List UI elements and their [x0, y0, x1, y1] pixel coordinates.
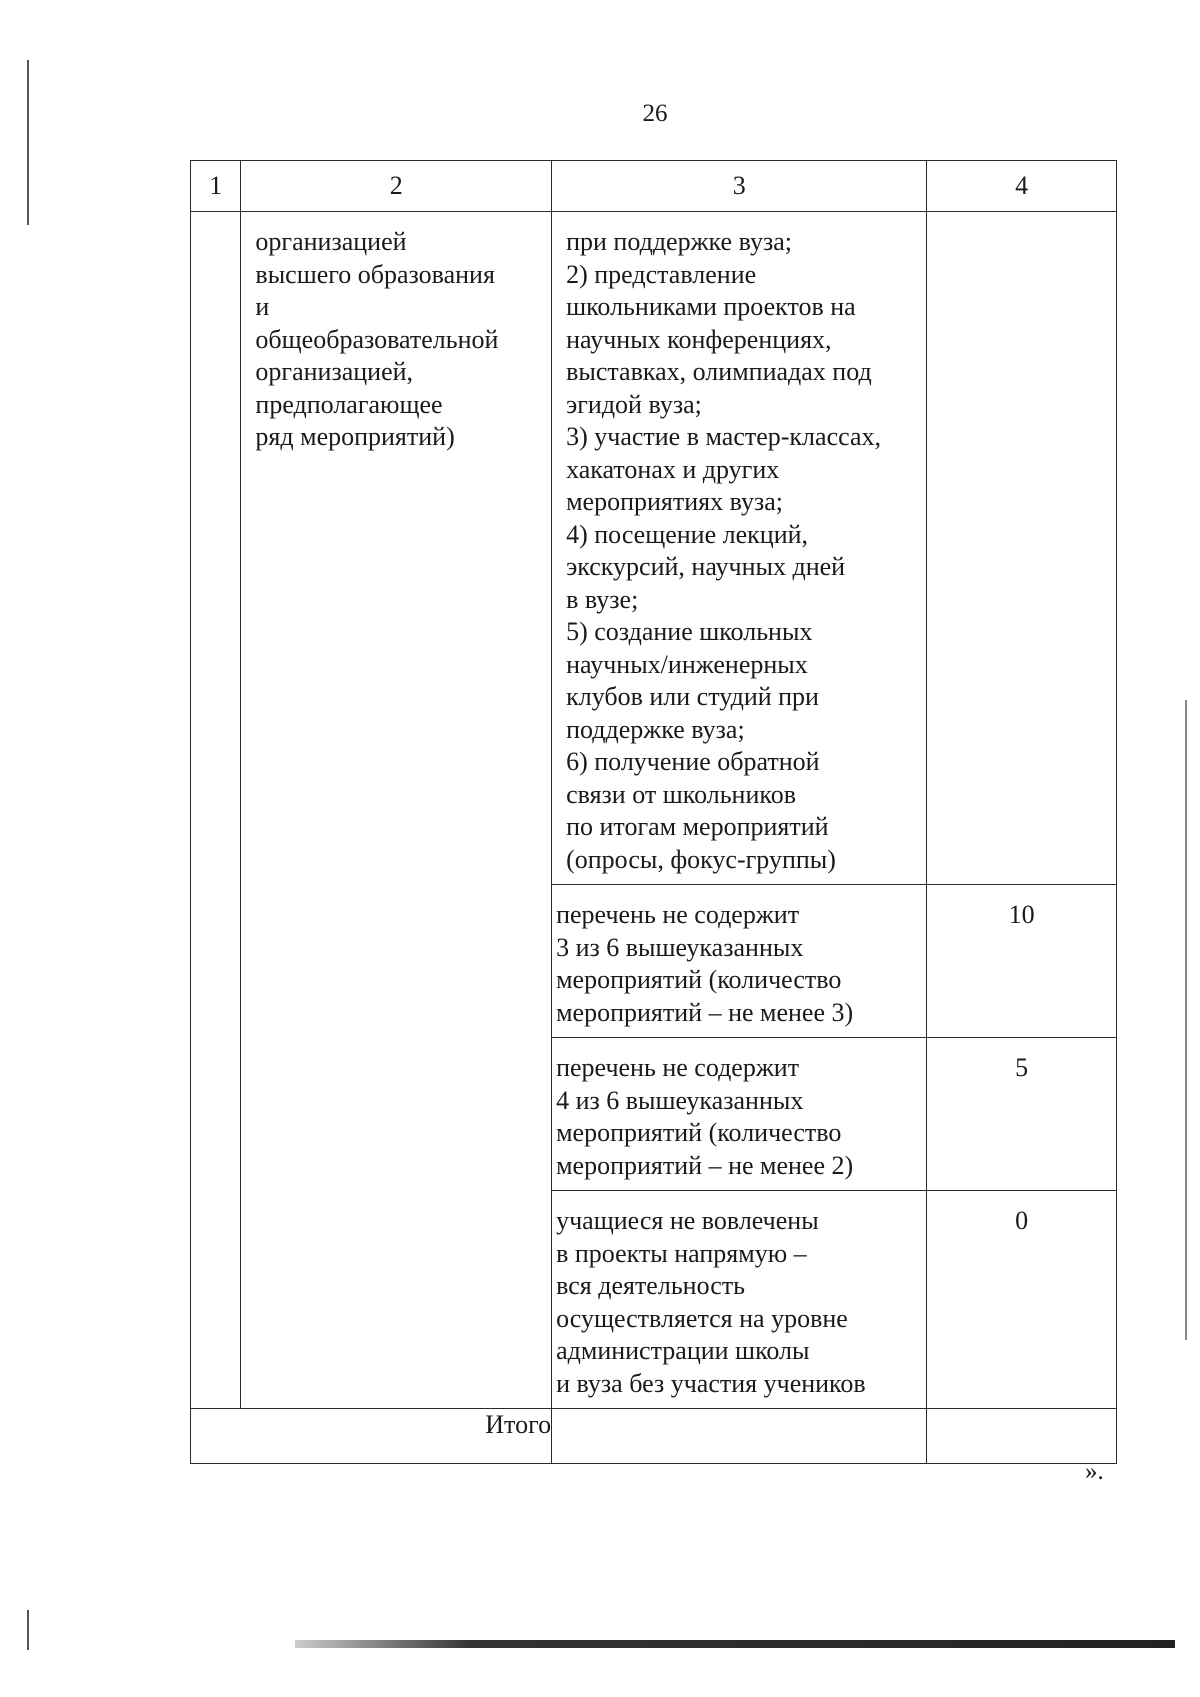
- number-cell: [191, 212, 241, 1409]
- points-cell: [927, 885, 1117, 1038]
- criterion-cell: [241, 212, 552, 1409]
- description-cell: [552, 212, 927, 885]
- points-value: 10: [1008, 900, 1035, 929]
- description-text: при поддержке вуза; 2) представление школьниками проектов на научных конференциях, выставках, олимпиадах под эгидой вуза; 3) участие в мастер-классах, хакатонах и других мероприятиях вуза; 4) посещение лекций, экскурсий, научных дней в вузе; 5) создание школьных научных/инженерных клубов или студий при поддержке вуза; 6) получение обратной связи от школьников по итогам мероприятий (опросы, фокус-группы): [566, 227, 882, 874]
- total-label: Итого: [191, 1409, 552, 1464]
- points-cell: [927, 212, 1117, 885]
- page-number: 26: [642, 100, 668, 127]
- header-cell-3: 3: [552, 161, 927, 212]
- points-value: [927, 212, 1116, 226]
- description-text: перечень не содержит 3 из 6 вышеуказанных мероприятий (количество мероприятий – не менее 3): [556, 900, 854, 1027]
- points-cell: [927, 1191, 1117, 1409]
- points-value: 5: [1015, 1053, 1029, 1082]
- points-value: 0: [1015, 1206, 1029, 1235]
- description-cell: [552, 1038, 927, 1191]
- total-row: [191, 1409, 1117, 1464]
- points-cell: [927, 1038, 1117, 1191]
- criterion-text: организацией высшего образования и общеобразовательной организацией, предполагающее ряд мероприятий): [255, 227, 499, 451]
- header-cell-2: 2: [241, 161, 552, 212]
- description-text: перечень не содержит 4 из 6 вышеуказанных мероприятий (количество мероприятий – не менее 2): [556, 1053, 854, 1180]
- criteria-table: [190, 160, 1117, 1464]
- header-cell-1: 1: [191, 161, 241, 212]
- scan-edge-mark-bottom-left: [27, 1610, 29, 1650]
- header-cell-4: 4: [927, 161, 1117, 212]
- closing-quote-mark: ».: [1085, 1458, 1104, 1485]
- description-cell: [552, 1191, 927, 1409]
- description-cell: [552, 885, 927, 1038]
- total-points-cell: [927, 1409, 1117, 1464]
- description-text: учащиеся не вовлечены в проекты напрямую – вся деятельность осуществляется на уровне администрации школы и вуза без участия учеников: [556, 1206, 866, 1398]
- scan-edge-mark-right: [1185, 700, 1187, 1340]
- scan-edge-mark-top-left: [27, 60, 29, 225]
- table-row: [191, 212, 1117, 885]
- total-description-cell: [552, 1409, 927, 1464]
- table-header-row: [191, 161, 1117, 212]
- scan-bottom-bar: [295, 1640, 1175, 1648]
